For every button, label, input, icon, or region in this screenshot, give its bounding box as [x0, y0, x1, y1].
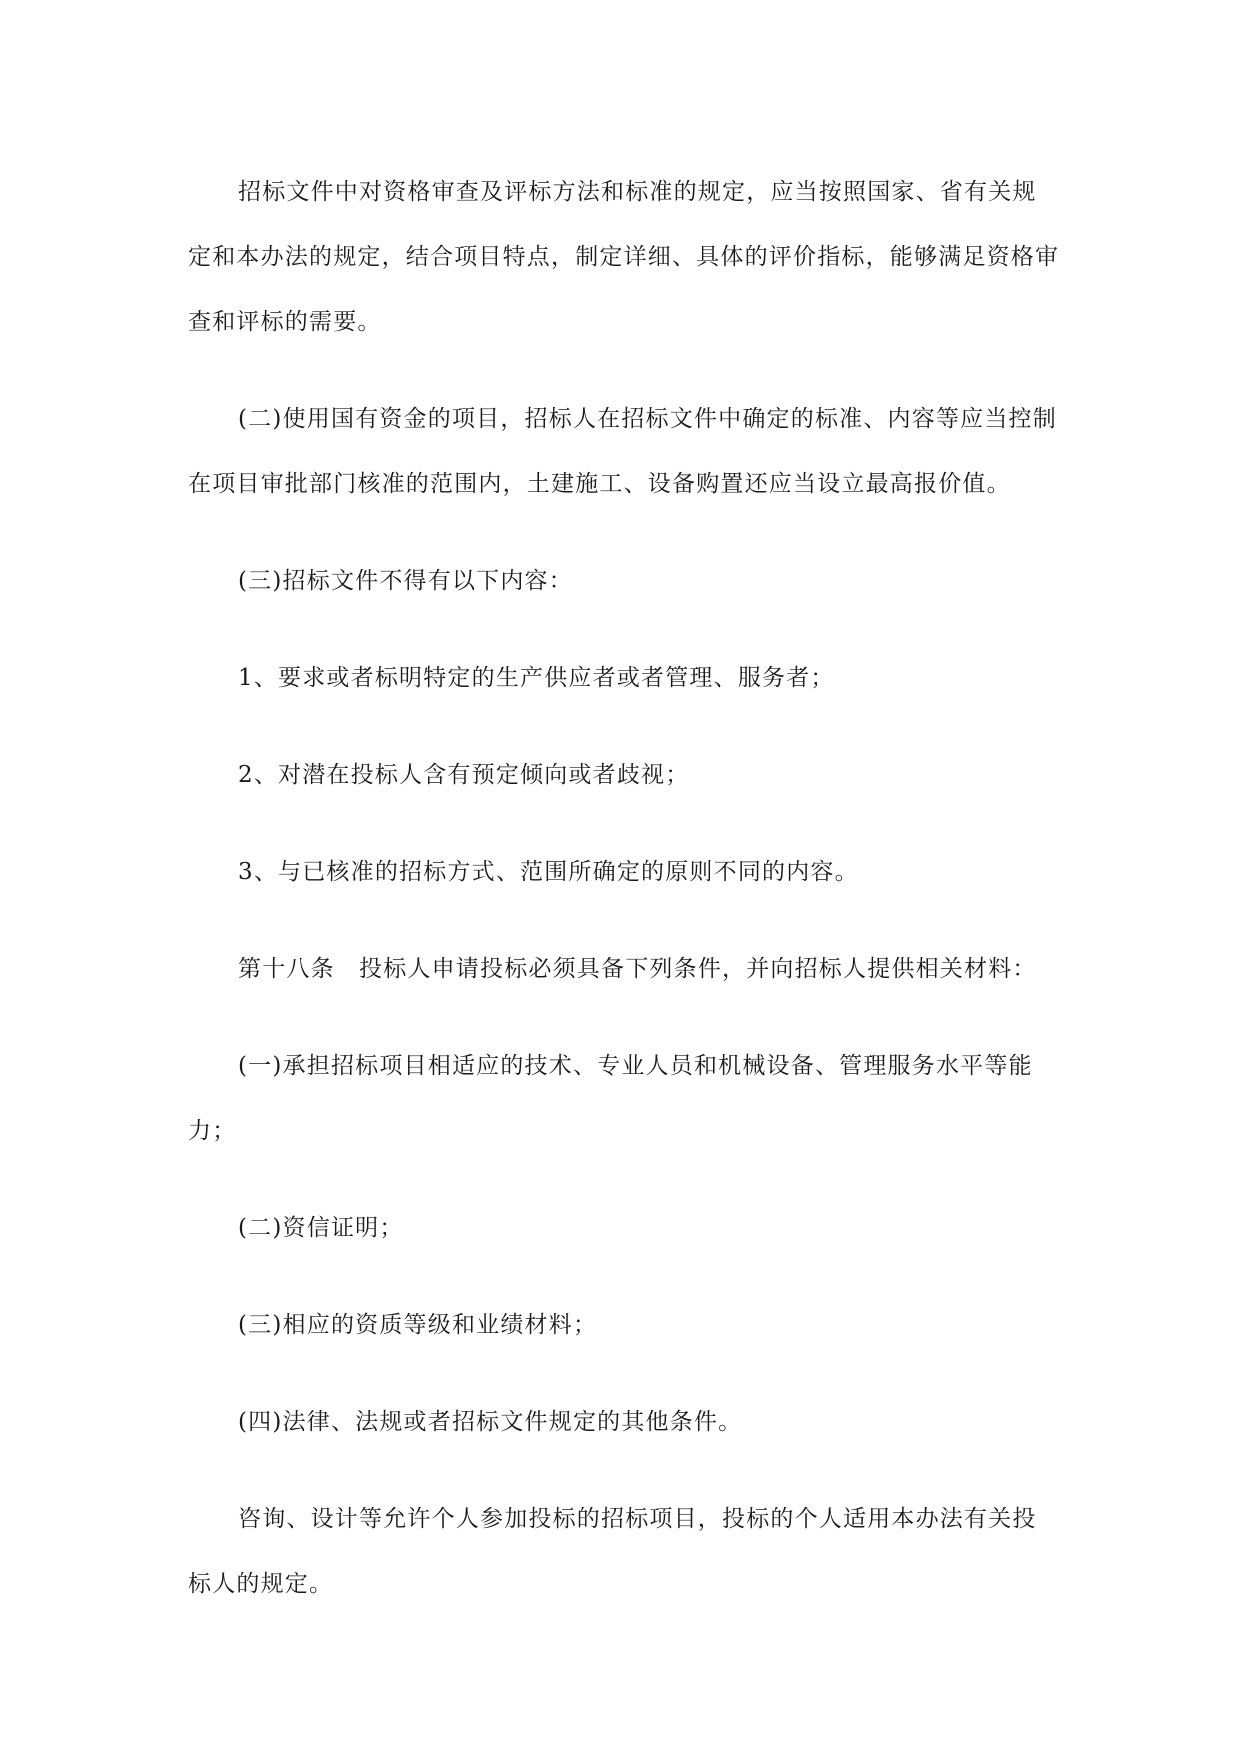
paragraph-individual-bidders: 咨询、设计等允许个人参加投标的招标项目，投标的个人适用本办法有关投标人的规定。 — [188, 1506, 1037, 1597]
article-18-heading: 第十八条 投标人申请投标必须具备下列条件，并向招标人提供相关材料： — [238, 956, 1037, 982]
document-body — [188, 160, 1060, 1649]
list-item-3: 3、与已核准的招标方式、范围所确定的原则不同的内容。 — [238, 859, 859, 885]
paragraph-evaluation-rules: 招标文件中对资格审查及评标方法和标准的规定，应当按照国家、省有关规定和本办法的规定，结合项目特点，制定详细、具体的评价指标，能够满足资格审查和评标的需要。 — [188, 179, 1060, 335]
list-item-2: 2、对潜在投标人含有预定倾向或者歧视； — [238, 762, 690, 788]
condition-1: (一)承担招标项目相适应的技术、专业人员和机械设备、管理服务水平等能力； — [188, 1053, 1033, 1144]
condition-2: (二)资信证明； — [238, 1215, 404, 1241]
paragraph-prohibited-content: (三)招标文件不得有以下内容： — [238, 568, 573, 594]
list-item-1: 1、要求或者标明特定的生产供应者或者管理、服务者； — [238, 665, 835, 691]
condition-4: (四)法律、法规或者招标文件规定的其他条件。 — [238, 1409, 743, 1435]
paragraph-state-funds: (二)使用国有资金的项目，招标人在招标文件中确定的标准、内容等应当控制在项目审批部门核准的范围内，土建施工、设备购置还应当设立最高报价值。 — [188, 406, 1057, 497]
condition-3: (三)相应的资质等级和业绩材料； — [238, 1312, 598, 1338]
